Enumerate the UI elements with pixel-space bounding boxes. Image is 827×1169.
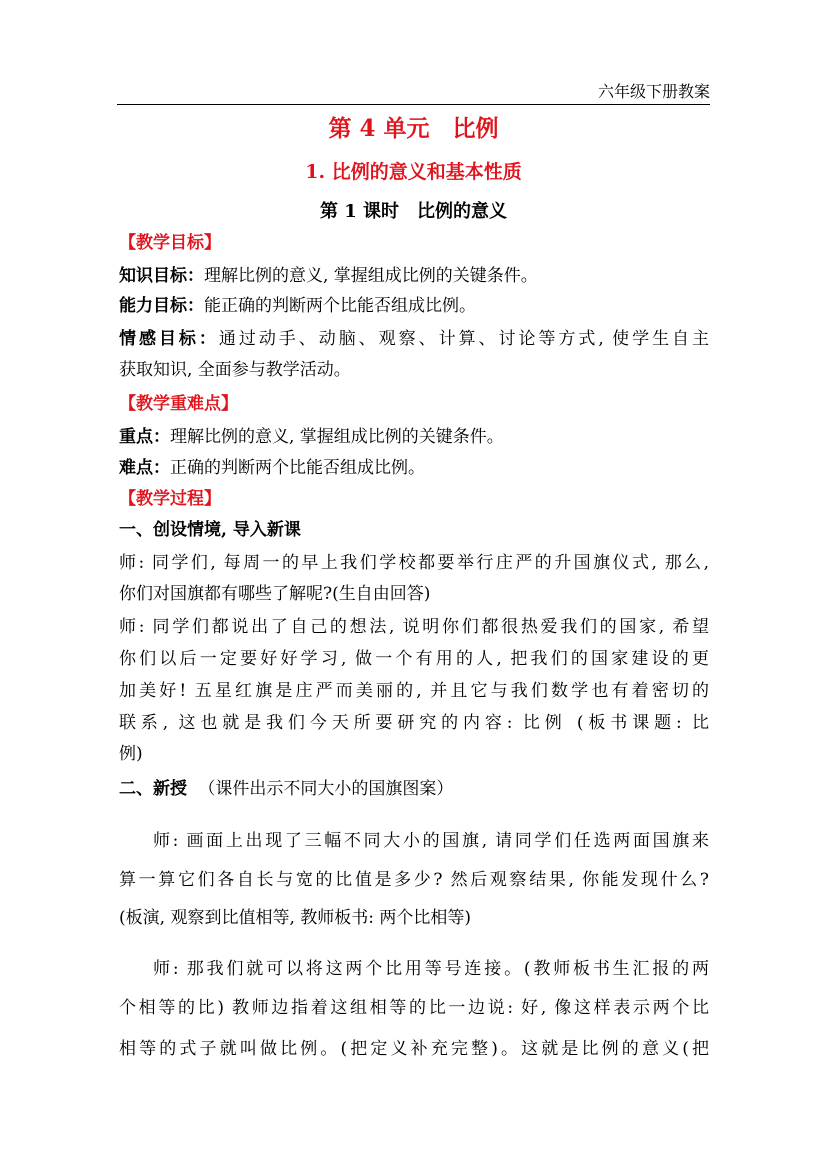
part2-line: 算一算它们各自长与宽的比值是多少? 然后观察结果, 你能发现什么? [119,870,709,890]
emotion-text-1: 通过动手、动脑、观察、计算、讨论等方式, 使学生自主 [218,329,710,349]
part1-line: 师: 同学们, 每周一的早上我们学校都要举行庄严的升国旗仪式, 那么, [119,553,709,573]
part2-line: (板演, 观察到比值相等, 教师板书: 两个比相等) [119,908,472,928]
part2-header [119,777,709,801]
part1-title: 一、创设情境, 导入新课 [119,520,301,540]
part1-line: 加美好! 五星红旗是庄严而美丽的, 并且它与我们数学也有着密切的 [119,681,709,701]
key-label: 重点： [119,427,170,447]
part1-line: 你们对国旗都有哪些了解呢?(生自由回答) [119,584,431,604]
part2-line: 个相等的比) 教师边指着这组相等的比一边说: 好, 像这样表示两个比 [119,998,709,1018]
difficult-text: 正确的判断两个比能否组成比例。 [170,458,425,478]
part2-line: 师: 那我们就可以将这两个比用等号连接。(教师板书生汇报的两 [153,959,709,979]
part1-line: 例) [119,744,143,764]
part1-line: 你们以后一定要好好学习, 做一个有用的人, 把我们的国家建设的更 [119,649,709,669]
ability-objective [119,294,709,318]
difficult-point [119,456,709,480]
page-header: 六年级下册教案 [117,80,710,105]
process-heading: 【教学过程】 [119,489,221,509]
part1-line: 师: 同学们都说出了自己的想法, 说明你们都很热爱我们的国家, 希望 [119,617,709,637]
key-points-heading: 【教学重难点】 [119,394,238,414]
key-text: 理解比例的意义, 掌握组成比例的关键条件。 [170,427,504,447]
emotion-objective [119,327,709,351]
ability-text: 能正确的判断两个比能否组成比例。 [204,296,476,316]
part2-line: 师: 画面上出现了三幅不同大小的国旗, 请同学们任选两面国旗来 [153,831,709,851]
difficult-label: 难点： [119,458,170,478]
part2-note: （课件出示不同大小的国旗图案） [198,779,454,799]
knowledge-label: 知识目标： [119,266,204,286]
emotion-text-2: 获取知识, 全面参与教学活动。 [119,360,351,380]
lesson-title: 第 1 课时 比例的意义 [319,201,508,222]
knowledge-text: 理解比例的意义, 掌握组成比例的关键条件。 [204,266,538,286]
key-point [119,425,709,449]
knowledge-objective [119,264,709,288]
unit-title: 第 4 单元 比例 [328,115,499,142]
section-title: 1. 比例的意义和基本性质 [305,161,522,183]
part1-line: 联系, 这也就是我们今天所要研究的内容: 比例 (板书课题: 比 [119,713,709,733]
part2-line: 相等的式子就叫做比例。(把定义补充完整)。这就是比例的意义(把 [119,1039,709,1059]
part2-title: 二、新授 [119,779,187,799]
emotion-label: 情感目标： [119,329,219,349]
ability-label: 能力目标： [119,296,204,316]
objectives-heading: 【教学目标】 [119,233,221,253]
